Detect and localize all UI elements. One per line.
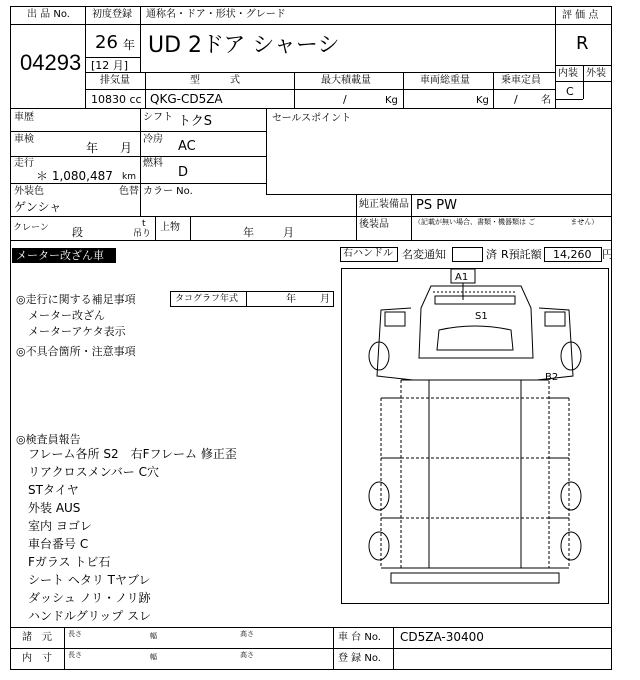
lot-label: 出 品 No. — [27, 9, 70, 20]
loading-label: 上物 — [160, 222, 180, 233]
max-load: / — [343, 93, 347, 106]
shift-value: トクS — [178, 114, 212, 129]
model-label: 型 式 — [190, 75, 240, 86]
windshield — [437, 326, 513, 350]
overall-grade: R — [576, 33, 589, 54]
equipment-value: PS PW — [416, 198, 457, 213]
color-label: 外装色 — [14, 186, 44, 197]
loading-month-unit: 月 — [283, 226, 294, 239]
history-label: 車歴 — [14, 112, 34, 123]
first-reg-label: 初度登録 — [92, 9, 132, 20]
inspection-month-unit: 月 — [120, 141, 133, 155]
inspector-item: 外装 AUS — [28, 501, 81, 515]
rear-bumper — [391, 573, 559, 583]
inspection-year-unit: 年 — [86, 141, 99, 155]
right-hand-drive-label: 右ハンドル — [343, 248, 393, 259]
inspector-item: リアクロスメンバー C穴 — [28, 465, 159, 479]
r-deposit-unit: 円 — [602, 248, 613, 261]
r-deposit-label: R預託額 — [501, 248, 542, 261]
rear-right-wheel — [561, 482, 581, 510]
defects-title: ◎不具合箇所・注意事項 — [16, 345, 136, 358]
mileage-value: ＊ 1,080,487 — [36, 169, 113, 183]
reg-month: [12 月] — [91, 59, 129, 72]
max-load-unit: Kg — [385, 95, 398, 106]
inspector-item: 車台番号 C — [28, 537, 89, 551]
registration-no-label: 登 録 No. — [338, 653, 381, 664]
left-outriggers — [381, 398, 401, 518]
interior-length-label: 長さ — [68, 651, 82, 659]
returned-label: 済 — [486, 248, 497, 261]
dims-height-label: 高さ — [240, 630, 254, 638]
left-mirror — [385, 312, 405, 326]
mileage-unit: km — [122, 172, 136, 182]
interior-grade: C — [566, 85, 574, 98]
displacement: 10830 cc — [91, 93, 142, 106]
body-outline-sides — [381, 398, 569, 568]
color-value: ゲンシャ — [14, 200, 62, 214]
meter-tampered-badge: メーター改ざん車 — [12, 248, 116, 263]
crane-label: クレーン — [13, 223, 49, 233]
sales-point-label: セールスポイント — [272, 113, 352, 124]
model-code: QKG-CD5ZA — [150, 92, 223, 106]
truck-damage-diagram — [341, 268, 609, 604]
inspection-label: 車検 — [14, 134, 34, 145]
gross-weight-unit: Kg — [476, 95, 489, 106]
capacity-label: 乗車定員 — [501, 75, 541, 86]
color-code-label: カラー No. — [143, 186, 193, 197]
inspector-item: ハンドルグリップ スレ — [28, 609, 152, 623]
inspector-item: ダッシュ ノリ・ノリ跡 — [28, 591, 151, 605]
dims-length-label: 長さ — [68, 630, 82, 638]
fuel-label: 燃料 — [143, 158, 163, 169]
lot-number: 04293 — [20, 50, 82, 75]
chassis-no: CD5ZA-30400 — [400, 630, 484, 644]
shift-label: シフト — [143, 112, 173, 123]
fuel-value: D — [178, 165, 189, 180]
driving-note: メーター改ざん — [28, 309, 105, 322]
reg-year: 26 — [95, 32, 118, 53]
exterior-grade-label: 外装 — [586, 68, 606, 79]
chassis-outline — [401, 380, 549, 568]
right-outriggers — [549, 398, 569, 518]
inspector-item: フレーム各所 S2 右Fフレーム 修正歪 — [28, 447, 237, 461]
reg-year-unit: 年 — [123, 38, 136, 52]
interior-dims-label: 内 寸 — [22, 653, 52, 664]
displacement-label: 排気量 — [100, 75, 130, 86]
inspector-item: 室内 ヨゴレ — [28, 519, 92, 533]
mark-a1: A1 — [455, 272, 469, 283]
interior-grade-label: 内装 — [558, 68, 578, 79]
capacity-unit: 名 — [541, 95, 551, 106]
loading-year-unit: 年 — [243, 226, 254, 239]
interior-height-label: 高さ — [240, 651, 254, 659]
vehicle-name-label: 通称名・ドア・形状・グレード — [146, 9, 286, 20]
ac-label: 冷房 — [143, 134, 163, 145]
crane-hang-unit: 吊り — [133, 229, 152, 239]
inspector-item: シート ヘタリ Tヤブレ — [28, 573, 151, 587]
aftermarket-note: （記載が無い場合、書類・機器類は ご ません） — [414, 218, 599, 226]
chassis-no-label: 車 台 No. — [338, 632, 381, 643]
equipment-label: 純正装備品 — [359, 199, 409, 210]
tachograph-month-unit: 月 — [320, 294, 330, 305]
max-load-label: 最大積載量 — [321, 75, 371, 86]
dims-label: 諸 元 — [22, 632, 52, 643]
rear-left-wheel-2 — [369, 532, 389, 560]
capacity: / — [514, 93, 518, 106]
grade-label: 評 価 点 — [562, 10, 599, 21]
interior-width-label: 幅 — [150, 653, 157, 661]
color-change-label: 色替 — [119, 186, 139, 197]
dims-width-label: 幅 — [150, 632, 157, 640]
driving-notes-title: ◎走行に関する補足事項 — [16, 293, 136, 306]
inspector-item: STタイヤ — [28, 483, 79, 497]
right-mirror — [545, 312, 565, 326]
crane-ton-unit: t — [142, 219, 146, 229]
crane-stage-unit: 段 — [72, 226, 83, 239]
rear-right-wheel-2 — [561, 532, 581, 560]
mileage-label: 走行 — [14, 158, 34, 169]
aftermarket-label: 後装品 — [359, 219, 389, 230]
ac-value: AC — [178, 139, 196, 154]
tachograph-year-unit: 年 — [286, 294, 296, 305]
roof-visor — [435, 296, 515, 304]
inspector-item: Fガラス トビ石 — [28, 555, 111, 569]
cab-outline — [419, 286, 533, 358]
driving-note: メーターアケタ表示 — [28, 325, 126, 338]
rear-left-wheel — [369, 482, 389, 510]
mark-b2: B2 — [545, 372, 559, 383]
mark-s1: S1 — [475, 311, 488, 322]
tachograph-label: タコグラフ年式 — [175, 294, 239, 304]
gross-weight-label: 車両総重量 — [420, 75, 470, 86]
vehicle-name: UD 2ドア シャーシ — [148, 33, 340, 58]
r-deposit-value: 14,260 — [553, 248, 592, 261]
inspector-report-title: ◎検査員報告 — [16, 433, 81, 446]
name-change-label: 名変通知 — [402, 248, 446, 261]
